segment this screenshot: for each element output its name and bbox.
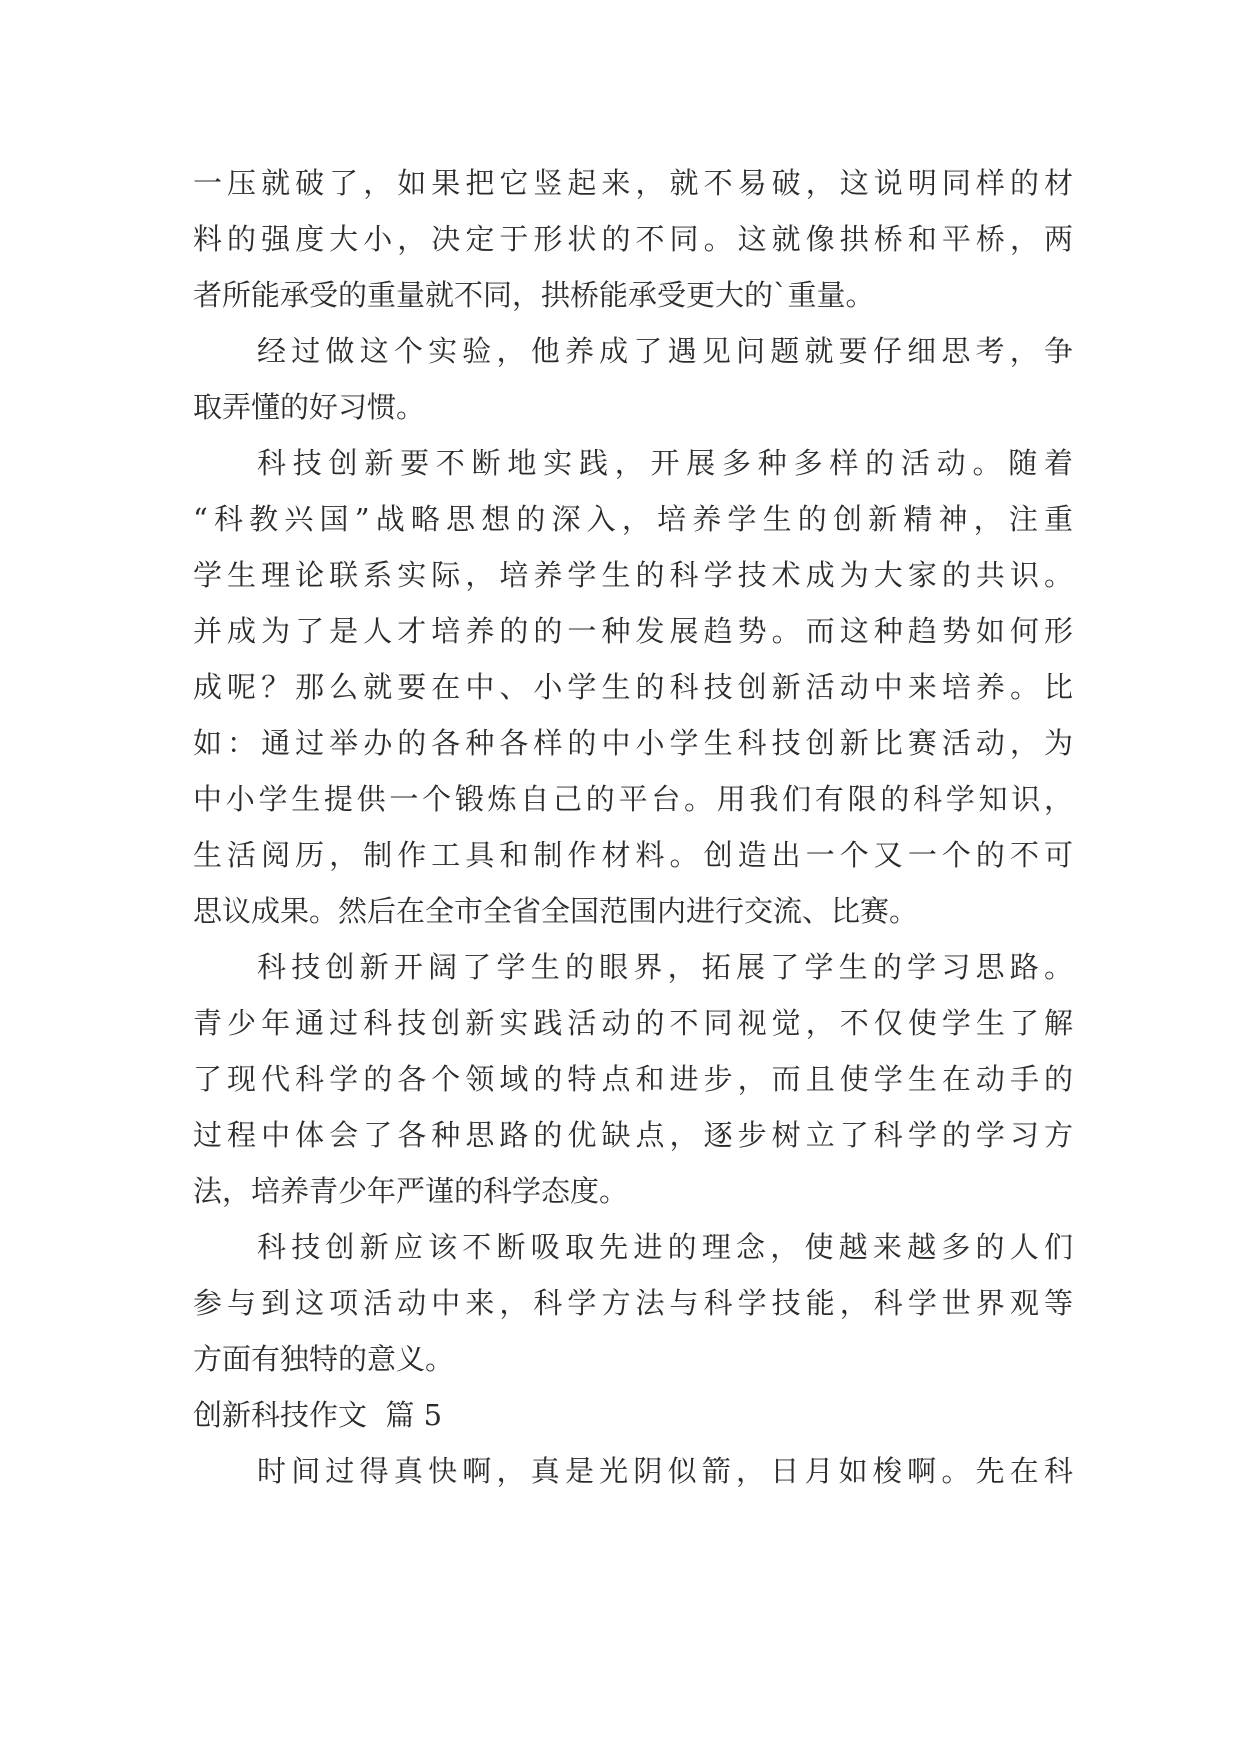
text-line: 学生理论联系实际，培养学生的科学技术成为大家的共识。 — [193, 558, 1073, 592]
text-line: 如：通过举办的各种各样的中小学生科技创新比赛活动，为 — [193, 726, 1073, 760]
paragraph — [193, 435, 1073, 939]
text-line: 过程中体会了各种思路的优缺点，逐步树立了科学的学习方 — [193, 1118, 1073, 1152]
text-line: 科技创新应该不断吸取先进的理念，使越来越多的人们 — [257, 1230, 1073, 1264]
text-line: 取弄懂的好习惯。 — [193, 390, 426, 424]
text-line: 参与到这项活动中来，科学方法与科学技能，科学世界观等 — [193, 1286, 1073, 1320]
text-line: 法，培养青少年严谨的科学态度。 — [193, 1174, 629, 1208]
text-line: 思议成果。然后在全市全省全国范围内进行交流、比赛。 — [193, 894, 919, 928]
paragraph — [193, 323, 1073, 435]
text-line: 一压就破了，如果把它竖起来，就不易破，这说明同样的材 — [193, 166, 1073, 200]
text-line: 并成为了是人才培养的的一种发展趋势。而这种趋势如何形 — [193, 614, 1073, 648]
text-line: 青少年通过科技创新实践活动的不同视觉，不仅使学生了解 — [193, 1006, 1073, 1040]
text-line: “科教兴国”战略思想的深入，培养学生的创新精神，注重 — [193, 502, 1073, 536]
section-heading: 创新科技作文 篇 5 — [193, 1398, 443, 1432]
text-line: 者所能承受的重量就不同，拱桥能承受更大的`重量。 — [193, 278, 875, 312]
text-line: 科技创新要不断地实践，开展多种多样的活动。随着 — [257, 446, 1073, 480]
text-line: 方面有独特的意义。 — [193, 1342, 455, 1376]
text-line: 时间过得真快啊，真是光阴似箭，日月如梭啊。先在科 — [257, 1454, 1073, 1488]
text-line: 中小学生提供一个锻炼自己的平台。用我们有限的科学知识， — [193, 782, 1073, 816]
text-line: 成呢？那么就要在中、小学生的科技创新活动中来培养。比 — [193, 670, 1073, 704]
paragraph — [193, 155, 1073, 323]
text-line: 了现代科学的各个领域的特点和进步，而且使学生在动手的 — [193, 1062, 1073, 1096]
text-line: 经过做这个实验，他养成了遇见问题就要仔细思考，争 — [257, 334, 1073, 368]
text-line: 生活阅历，制作工具和制作材料。创造出一个又一个的不可 — [193, 838, 1073, 872]
paragraph — [193, 1219, 1073, 1387]
text-line: 料的强度大小，决定于形状的不同。这就像拱桥和平桥，两 — [193, 222, 1073, 256]
document-body — [193, 155, 1073, 1499]
paragraph — [193, 1443, 1073, 1499]
paragraph — [193, 939, 1073, 1219]
text-line: 科技创新开阔了学生的眼界，拓展了学生的学习思路。 — [257, 950, 1073, 984]
